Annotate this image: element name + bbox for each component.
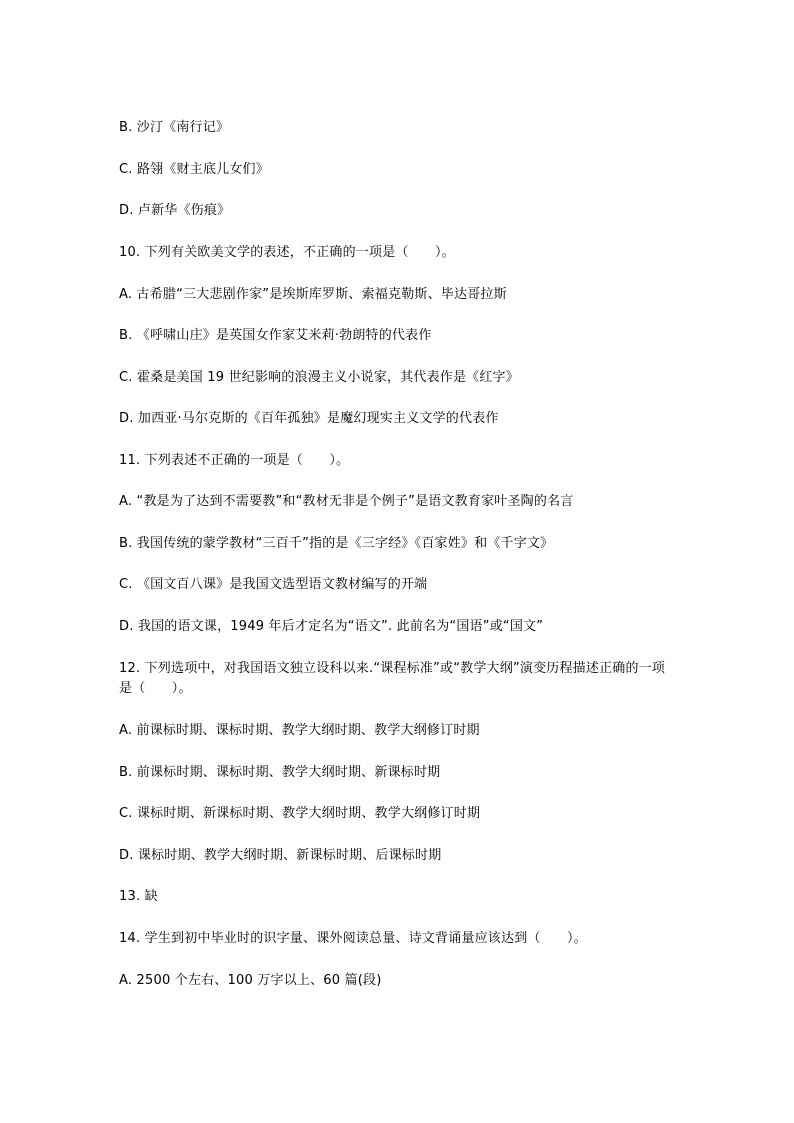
option-c-luling: C. 路翎《财主底儿女们》 bbox=[119, 162, 269, 177]
question-10-option-d: D. 加西亚·马尔克斯的《百年孤独》是魔幻现实主义文学的代表作 bbox=[119, 411, 499, 426]
question-14-option-a: A. 2500 个左右、100 万字以上、60 篇(段) bbox=[119, 973, 382, 988]
question-12: 12. 下列选项中，对我国语文独立设科以来.“课程标准”或“教学大纲”演变历程描述正确的一项是（ ）。 bbox=[119, 661, 666, 696]
question-12-option-b: B. 前课标时期、课标时期、教学大纲时期、新课标时期 bbox=[119, 765, 441, 780]
question-14: 14. 学生到初中毕业时的识字量、课外阅读总量、诗文背诵量应该达到（ ）。 bbox=[119, 931, 587, 946]
option-d-luxinhua: D. 卢新华《伤痕》 bbox=[119, 203, 231, 218]
question-12-option-d: D. 课标时期、教学大纲时期、新课标时期、后课标时期 bbox=[119, 848, 442, 863]
question-10: 10. 下列有关欧美文学的表述，不正确的一项是（ ）。 bbox=[119, 245, 455, 260]
question-10-option-a: A. 古希腊“三大悲剧作家”是埃斯库罗斯、索福克勒斯、毕达哥拉斯 bbox=[119, 287, 507, 302]
question-11-option-c: C. 《国文百八课》是我国文选型语文教材编写的开端 bbox=[119, 577, 428, 592]
question-10-option-c: C. 霍桑是美国 19 世纪影响的浪漫主义小说家，其代表作是《红字》 bbox=[119, 370, 519, 385]
option-b-shating: B. 沙汀《南行记》 bbox=[119, 120, 230, 135]
question-11-option-a: A. “教是为了达到不需要教”和“教材无非是个例子”是语文教育家叶圣陶的名言 bbox=[119, 494, 574, 509]
question-13: 13. 缺 bbox=[119, 889, 158, 904]
question-12-option-c: C. 课标时期、新课标时期、教学大纲时期、教学大纲修订时期 bbox=[119, 806, 481, 821]
question-10-option-b: B. 《呼啸山庄》是英国女作家艾米莉·勃朗特的代表作 bbox=[119, 328, 432, 343]
question-11: 11. 下列表述不正确的一项是（ ）。 bbox=[119, 453, 350, 468]
question-11-option-d: D. 我国的语文课，1949 年后才定名为“语文”. 此前名为“国语”或“国文” bbox=[119, 619, 544, 634]
question-12-option-a: A. 前课标时期、课标时期、教学大纲时期、教学大纲修订时期 bbox=[119, 723, 480, 738]
question-11-option-b: B. 我国传统的蒙学教材“三百千”指的是《三字经》《百家姓》和《千字文》 bbox=[119, 536, 554, 551]
